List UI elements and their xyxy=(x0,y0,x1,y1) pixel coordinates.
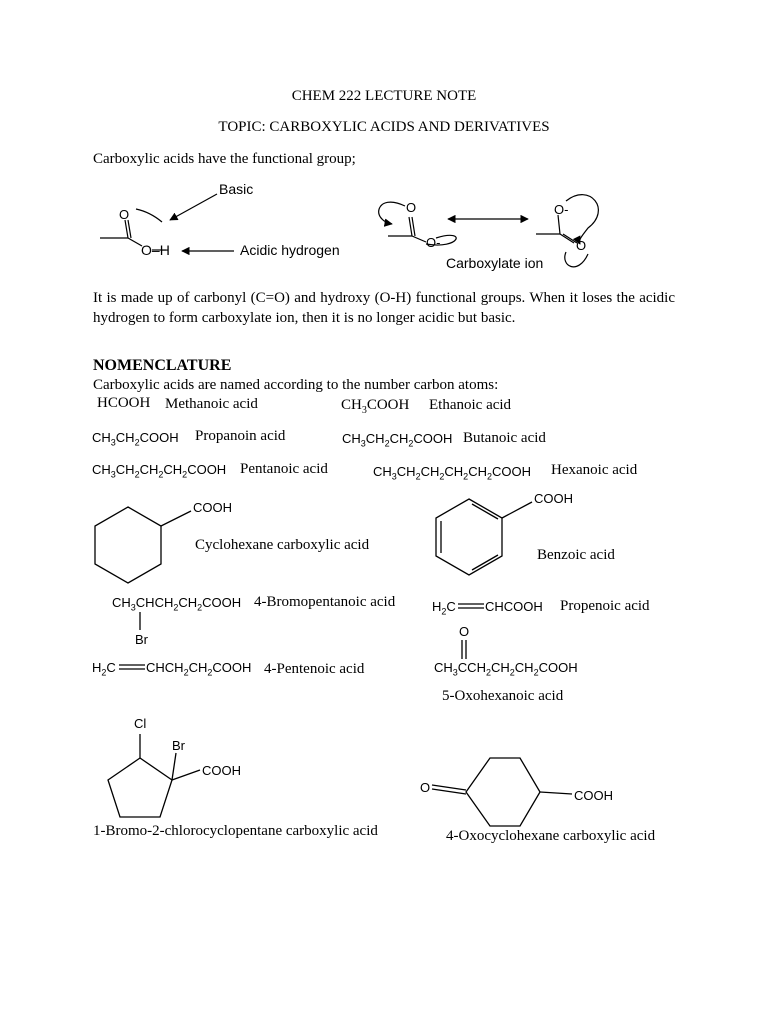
oxocyclohexane-cooh: COOH xyxy=(574,788,613,803)
pentenoic-name: 4-Pentenoic acid xyxy=(264,661,365,677)
functional-group-text: Carboxylic acids have the functional group; xyxy=(93,151,356,167)
atom-o: O xyxy=(141,242,152,258)
hexanoic-name: Hexanoic acid xyxy=(551,462,638,478)
pentenoic-formula-left: $H_2C$ xyxy=(92,660,116,678)
cyclopentane-ring xyxy=(108,758,172,817)
resonance-left-carbonyl-o: O xyxy=(406,200,417,215)
label-acid-o-h: O–H xyxy=(141,242,170,258)
resonance-right-anion-o: O- xyxy=(554,202,569,217)
resonance-left-anion-o: O- xyxy=(426,235,441,250)
bromopentanoic-br: Br xyxy=(135,632,148,647)
bromochloro-name: 1-Bromo-2-chlorocyclopentane carboxylic acid xyxy=(93,823,378,839)
pentenoic-formula-right: $CHCH_2CH_2COOH$ xyxy=(146,660,252,678)
propenoic-formula-left: $H_2C$ xyxy=(432,599,456,617)
benzoic-cooh: COOH xyxy=(534,491,573,506)
nomenclature-heading: NOMENCLATURE xyxy=(93,357,232,374)
label-acidic-hydrogen: Acidic hydrogen xyxy=(240,242,340,258)
methanoic-formula: HCOOH xyxy=(97,395,151,411)
page-topic: TOPIC: CARBOXYLIC ACIDS AND DERIVATIVES xyxy=(218,119,550,135)
page-title: CHEM 222 LECTURE NOTE xyxy=(291,88,477,104)
oxocyclohexane-o: O xyxy=(420,780,431,795)
benzene-ring xyxy=(436,499,502,575)
cyclohexane-ring xyxy=(95,507,161,583)
bromochloro-br: Br xyxy=(172,738,185,753)
butanoic-name: Butanoic acid xyxy=(463,430,546,446)
oxocyclohexane-ring xyxy=(466,758,540,826)
ethanoic-formula-sub: 3 xyxy=(361,405,367,416)
oxocyclohexane-name: 4-Oxocyclohexane carboxylic acid xyxy=(446,828,656,844)
ethanoic-name: Ethanoic acid xyxy=(429,397,512,413)
oxohexanoic-o: O xyxy=(459,624,470,639)
nomenclature-intro: Carboxylic acids are named according to the number carbon atoms: xyxy=(93,377,499,393)
pentanoic-name: Pentanoic acid xyxy=(240,461,328,477)
hexanoic-formula: $CH_3CH_2CH_2CH_2CH_2COOH$ xyxy=(373,464,531,482)
ethanoic-formula-c: COOH xyxy=(366,397,410,413)
cyclohexane-name: Cyclohexane carboxylic acid xyxy=(195,537,370,553)
propanoic-name: Propanoin acid xyxy=(195,428,286,444)
butanoic-formula: $CH_3CH_2CH_2COOH$ xyxy=(342,431,453,449)
bromopentanoic-formula: $CH_3CHCH_2CH_2COOH$ xyxy=(112,595,242,613)
oxohexanoic-name: 5-Oxohexanoic acid xyxy=(442,688,564,704)
acid-carbonyl-o: O xyxy=(119,207,130,222)
label-basic: Basic xyxy=(219,181,254,197)
benzoic-name: Benzoic acid xyxy=(537,547,615,563)
methanoic-name: Methanoic acid xyxy=(165,396,258,412)
cyclohexane-cooh: COOH xyxy=(193,500,232,515)
bromochloro-cl: Cl xyxy=(134,716,147,731)
bromochloro-cooh: COOH xyxy=(202,763,241,778)
atom-h: H xyxy=(159,242,170,258)
oxohexanoic-formula: $CH_3CCH_2CH_2CH_2COOH$ xyxy=(434,660,578,678)
description-paragraph: It is made up of carbonyl (C=O) and hydroxy (O-H) functional groups. When it loses the acidic hydrogen to form carboxylate ion, then it is no longer acidic but basic. xyxy=(93,290,675,326)
pentanoic-formula: $CH_3CH_2CH_2CH_2COOH$ xyxy=(92,462,227,480)
propenoic-name: Propenoic acid xyxy=(560,598,650,614)
propanoic-formula: $CH_3CH_2COOH$ xyxy=(92,430,179,448)
bromopentanoic-name: 4-Bromopentanoic acid xyxy=(254,594,396,610)
propenoic-formula-right: CHCOOH xyxy=(485,599,543,614)
label-carboxylate-ion: Carboxylate ion xyxy=(446,255,544,271)
ethanoic-formula-a: CH xyxy=(341,397,362,413)
resonance-right-carbonyl-o: O xyxy=(576,238,587,253)
